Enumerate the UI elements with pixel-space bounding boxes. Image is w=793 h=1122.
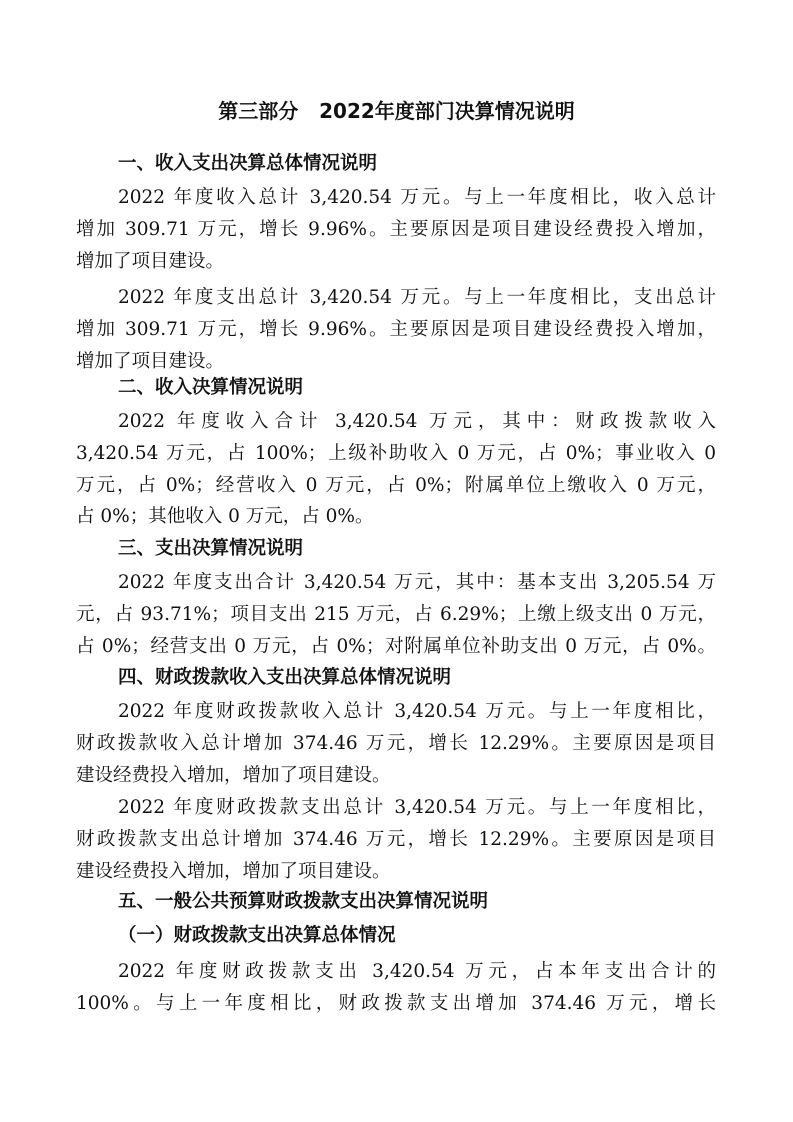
paragraph-line: 财政拨款收入总计增加 374.46 万元，增长 12.29%。主要原因是项目 <box>76 732 716 754</box>
subsection-heading: （一）财政拨款支出决算总体情况 <box>118 925 396 946</box>
section-heading-5: 五、一般公共预算财政拨款支出决算情况说明 <box>118 891 489 912</box>
section-heading-4: 四、财政拨款收入支出决算总体情况说明 <box>118 667 452 688</box>
paragraph-line: 建设经费投入增加，增加了项目建设。 <box>76 860 391 882</box>
section-heading-3: 三、支出决算情况说明 <box>118 538 304 559</box>
paragraph-line: 增加 309.71 万元，增长 9.96%。主要原因是项目建设经费投入增加， <box>76 218 716 240</box>
paragraph-line: 增加了项目建设。 <box>76 250 225 272</box>
paragraph-2-1 <box>76 406 716 533</box>
paragraph-line: 万元，占 0%；经营收入 0 万元，占 0%；附属单位上缴收入 0 万元， <box>76 474 716 496</box>
paragraph-line: 2022 年度财政拨款收入总计 3,420.54 万元。与上一年度相比， <box>118 701 716 722</box>
paragraph-1-2 <box>76 282 716 377</box>
paragraph-line: 3,420.54 万元，占 100%；上级补助收入 0 万元，占 0%；事业收入 0 <box>76 442 716 464</box>
section-heading-2: 二、收入决算情况说明 <box>118 377 304 398</box>
paragraph-line: 建设经费投入增加，增加了项目建设。 <box>76 764 391 786</box>
section-heading-1: 一、收入支出决算总体情况说明 <box>118 153 378 174</box>
paragraph-line: 占 0%；其他收入 0 万元，占 0%。 <box>76 506 374 528</box>
paragraph-line: 2022 年度支出总计 3,420.54 万元。与上一年度相比，支出总计 <box>118 287 716 308</box>
paragraph-line: 2022 年度收入总计 3,420.54 万元。与上一年度相比，收入总计 <box>118 187 716 208</box>
page-title: 第三部分 2022年度部门决算情况说明 <box>218 99 575 123</box>
paragraph-line: 财政拨款支出总计增加 374.46 万元，增长 12.29%。主要原因是项目 <box>76 828 716 850</box>
paragraph-line: 2022 年度收入合计 3,420.54 万元，其中：财政拨款收入 <box>118 411 716 432</box>
paragraph-5-1 <box>76 956 716 1020</box>
paragraph-line: 增加了项目建设。 <box>76 350 225 372</box>
paragraph-line: 100%。与上一年度相比，财政拨款支出增加 374.46 万元，增长 <box>76 992 716 1014</box>
paragraph-3-1 <box>76 567 716 662</box>
paragraph-4-2 <box>76 792 716 887</box>
paragraph-line: 元，占 93.71%；项目支出 215 万元，占 6.29%；上缴上级支出 0 万元， <box>76 603 716 625</box>
paragraph-line: 增加 309.71 万元，增长 9.96%。主要原因是项目建设经费投入增加， <box>76 318 716 340</box>
paragraph-1-1 <box>76 182 716 277</box>
paragraph-line: 2022 年度支出合计 3,420.54 万元，其中：基本支出 3,205.54 万 <box>118 572 716 593</box>
paragraph-line: 2022 年度财政拨款支出总计 3,420.54 万元。与上一年度相比， <box>118 797 716 818</box>
paragraph-line: 占 0%；经营支出 0 万元，占 0%；对附属单位补助支出 0 万元，占 0%。 <box>76 635 716 657</box>
paragraph-4-1 <box>76 696 716 791</box>
paragraph-line: 2022 年度财政拨款支出 3,420.54 万元，占本年支出合计的 <box>118 961 716 982</box>
